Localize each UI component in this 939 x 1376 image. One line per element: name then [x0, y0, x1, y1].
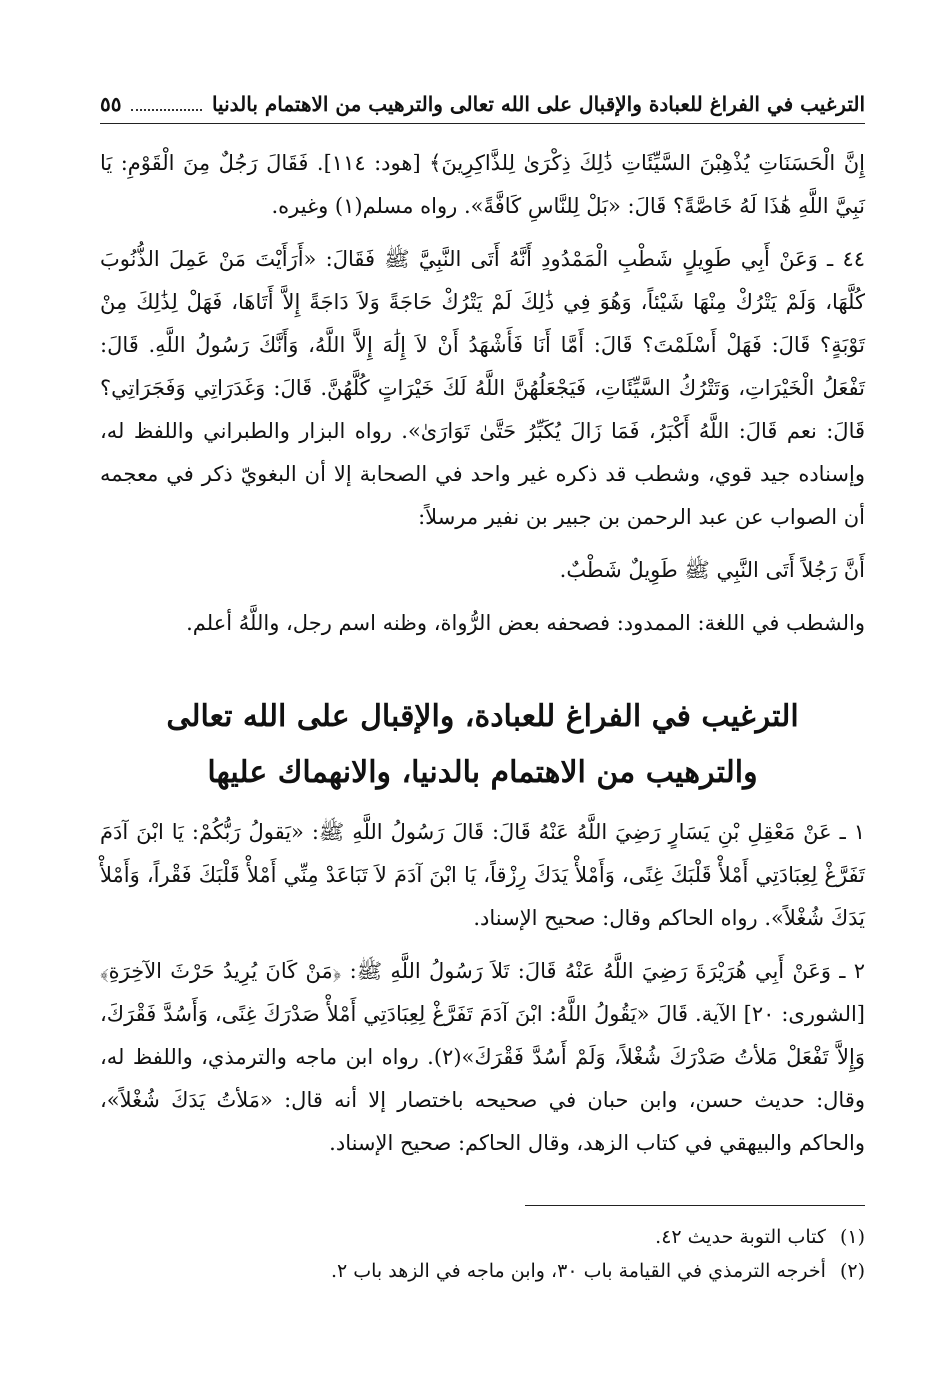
footnote-mark: (١) [839, 1226, 865, 1248]
paragraph-hadith-2: ٢ ـ وَعَنْ أَبِي هُرَيْرَةَ رَضِيَ اللَّهُ عَنْهُ قَالَ: تَلاَ رَسُولُ اللَّهِ ﷺ: ﴿مَنْ كَانَ يُرِيدُ حَرْثَ الآخِرَةِ﴾ [الشورى: ٢٠] الآية. قَالَ «يَقُولُ اللَّهُ: ابْنَ آدَمَ تَفَرَّغْ لِعِبَادَتِي أَمْلأْ صَدْرَكَ غِنًى، وَأَسُدَّ فَقْرَكَ، وَإِلاَّ تَفْعَلْ مَلأتُ صَدْرَكَ شُغْلاً، وَلَمْ أَسُدَّ فَقْرَكَ»(٢). رواه ابن ماجه والترمذي، واللفظ له، وقال: حديث حسن، وابن حبان في صحيحه باختصار إلا أنه قال: «مَلأتُ يَدَكَ شُغْلاً»، والحاكم والبيهقي في كتاب الزهد، وقال الحاكم: صحيح الإسناد. [100, 959, 866, 1155]
footnotes [100, 1220, 865, 1288]
footnote-text: كتاب التوبة حديث ٤٢. [655, 1226, 826, 1248]
running-header [100, 92, 865, 124]
footnote-mark: (٢) [839, 1260, 865, 1282]
section-title-line-2: والترهيب من الاهتمام بالدنيا، والانهماك عليها [207, 755, 758, 790]
paragraph-hadith-44: ٤٤ ـ وَعَنْ أَبِي طَوِيلٍ شَطْبِ الْمَمْدُودِ أَنَّهُ أَتَى النَّبِيَّ ﷺ فَقَالَ: «أَرَأَيْتَ مَنْ عَمِلَ الذُّنُوبَ كُلَّهَا، وَلَمْ يَتْرُكْ مِنْهَا شَيْئاً، وَهُوَ فِي ذَٰلِكَ لَمْ يَتْرُكْ حَاجَةً وَلاَ دَاجَةً إِلاَّ أَتَاهَا، فَهَلْ لِذَٰلِكَ مِنْ تَوْبَةٍ؟ قَالَ: فَهَلْ أَسْلَمْتَ؟ قَالَ: أَمَّا أَنَا فَأَشْهَدُ أَنْ لاَ إِلَٰهَ إِلاَّ اللَّهُ، وَأَنَّكَ رَسُولُ اللَّهِ. قَالَ: تَفْعَلُ الْخَيْرَاتِ، وَتَتْرُكُ السَّيِّئَاتِ، فَيَجْعَلُهُنَّ اللَّهُ لَكَ خَيْرَاتٍ كُلَّهُنَّ. قَالَ: وَغَدَرَاتِي وَفَجَرَاتِي؟ قَالَ: نعم قَالَ: اللَّهُ أَكْبَرُ، فَمَا زَالَ يُكَبِّرُ حَتَّىٰ تَوَارَىٰ». رواه البزار والطبراني واللفظ له، وإسناده جيد قوي، وشطب قد ذكره غير واحد في الصحابة إلا أن البغويّ ذكر في معجمه أن الصواب عن عبد الرحمن بن جبير بن نفير مرسلاً: [100, 247, 865, 529]
section-title [100, 689, 865, 801]
paragraph-quran-continuation: إِنَّ الْحَسَنَاتِ يُذْهِبْنَ السَّيِّئَاتِ ذَٰلِكَ ذِكْرَىٰ لِلذَّاكِرِينَ﴾ [هود: ١١٤]. فَقَالَ رَجُلٌ مِنَ الْقَوْمِ: يَا نَبِيَّ اللَّهِ هَٰذَا لَهُ خَاصَّةً؟ قَالَ: «بَلْ لِلنَّاسِ كَافَّةً». رواه مسلم(١) وغيره. [100, 151, 865, 218]
footnote-item [100, 1220, 865, 1254]
paragraph-quote: أَنَّ رَجُلاً أَتَى النَّبِي ﷺ طَوِيلٌ شَطْبٌ. [559, 558, 865, 582]
footnote-divider [525, 1205, 865, 1206]
footnote-text: أخرجه الترمذي في القيامة باب ٣٠، وابن ماجه في الزهد باب ٢. [330, 1260, 826, 1282]
header-title: الترغيب في الفراغ للعبادة والإقبال على الله تعالى والترهيب من الاهتمام بالدنيا [211, 92, 865, 116]
page-number: ٥٥ [100, 92, 122, 116]
paragraph-note: والشطب في اللغة: الممدود: فصحفه بعض الرُّواة، وظنه اسم رجل، واللَّهُ أعلم. [186, 611, 865, 635]
section-title-line-1: الترغيب في الفراغ للعبادة، والإقبال على الله تعالى [166, 699, 799, 734]
footnote-item [100, 1254, 865, 1288]
header-dot-leader [131, 109, 201, 111]
paragraph-hadith-1: ١ ـ عَنْ مَعْقِلِ بْنِ يَسَارٍ رَضِيَ اللَّهُ عَنْهُ قَالَ: قَالَ رَسُولُ اللَّهِ ﷺ: «يَقولُ رَبُّكُمْ: يَا ابْنَ آدَمَ تَفَرَّغْ لِعِبَادَتِي أَمْلأْ قَلْبَكَ غِنًى، وَأَمْلأْ يَدَكَ رِزْقاً، يَا ابْنَ آدَمَ لاَ تَبَاعَدْ مِنِّي أَمْلأْ قَلْبَكَ فَقْراً، وَأَمْلأْ يَدَكَ شُغْلاً». رواه الحاكم وقال: صحيح الإسناد. [100, 820, 865, 930]
